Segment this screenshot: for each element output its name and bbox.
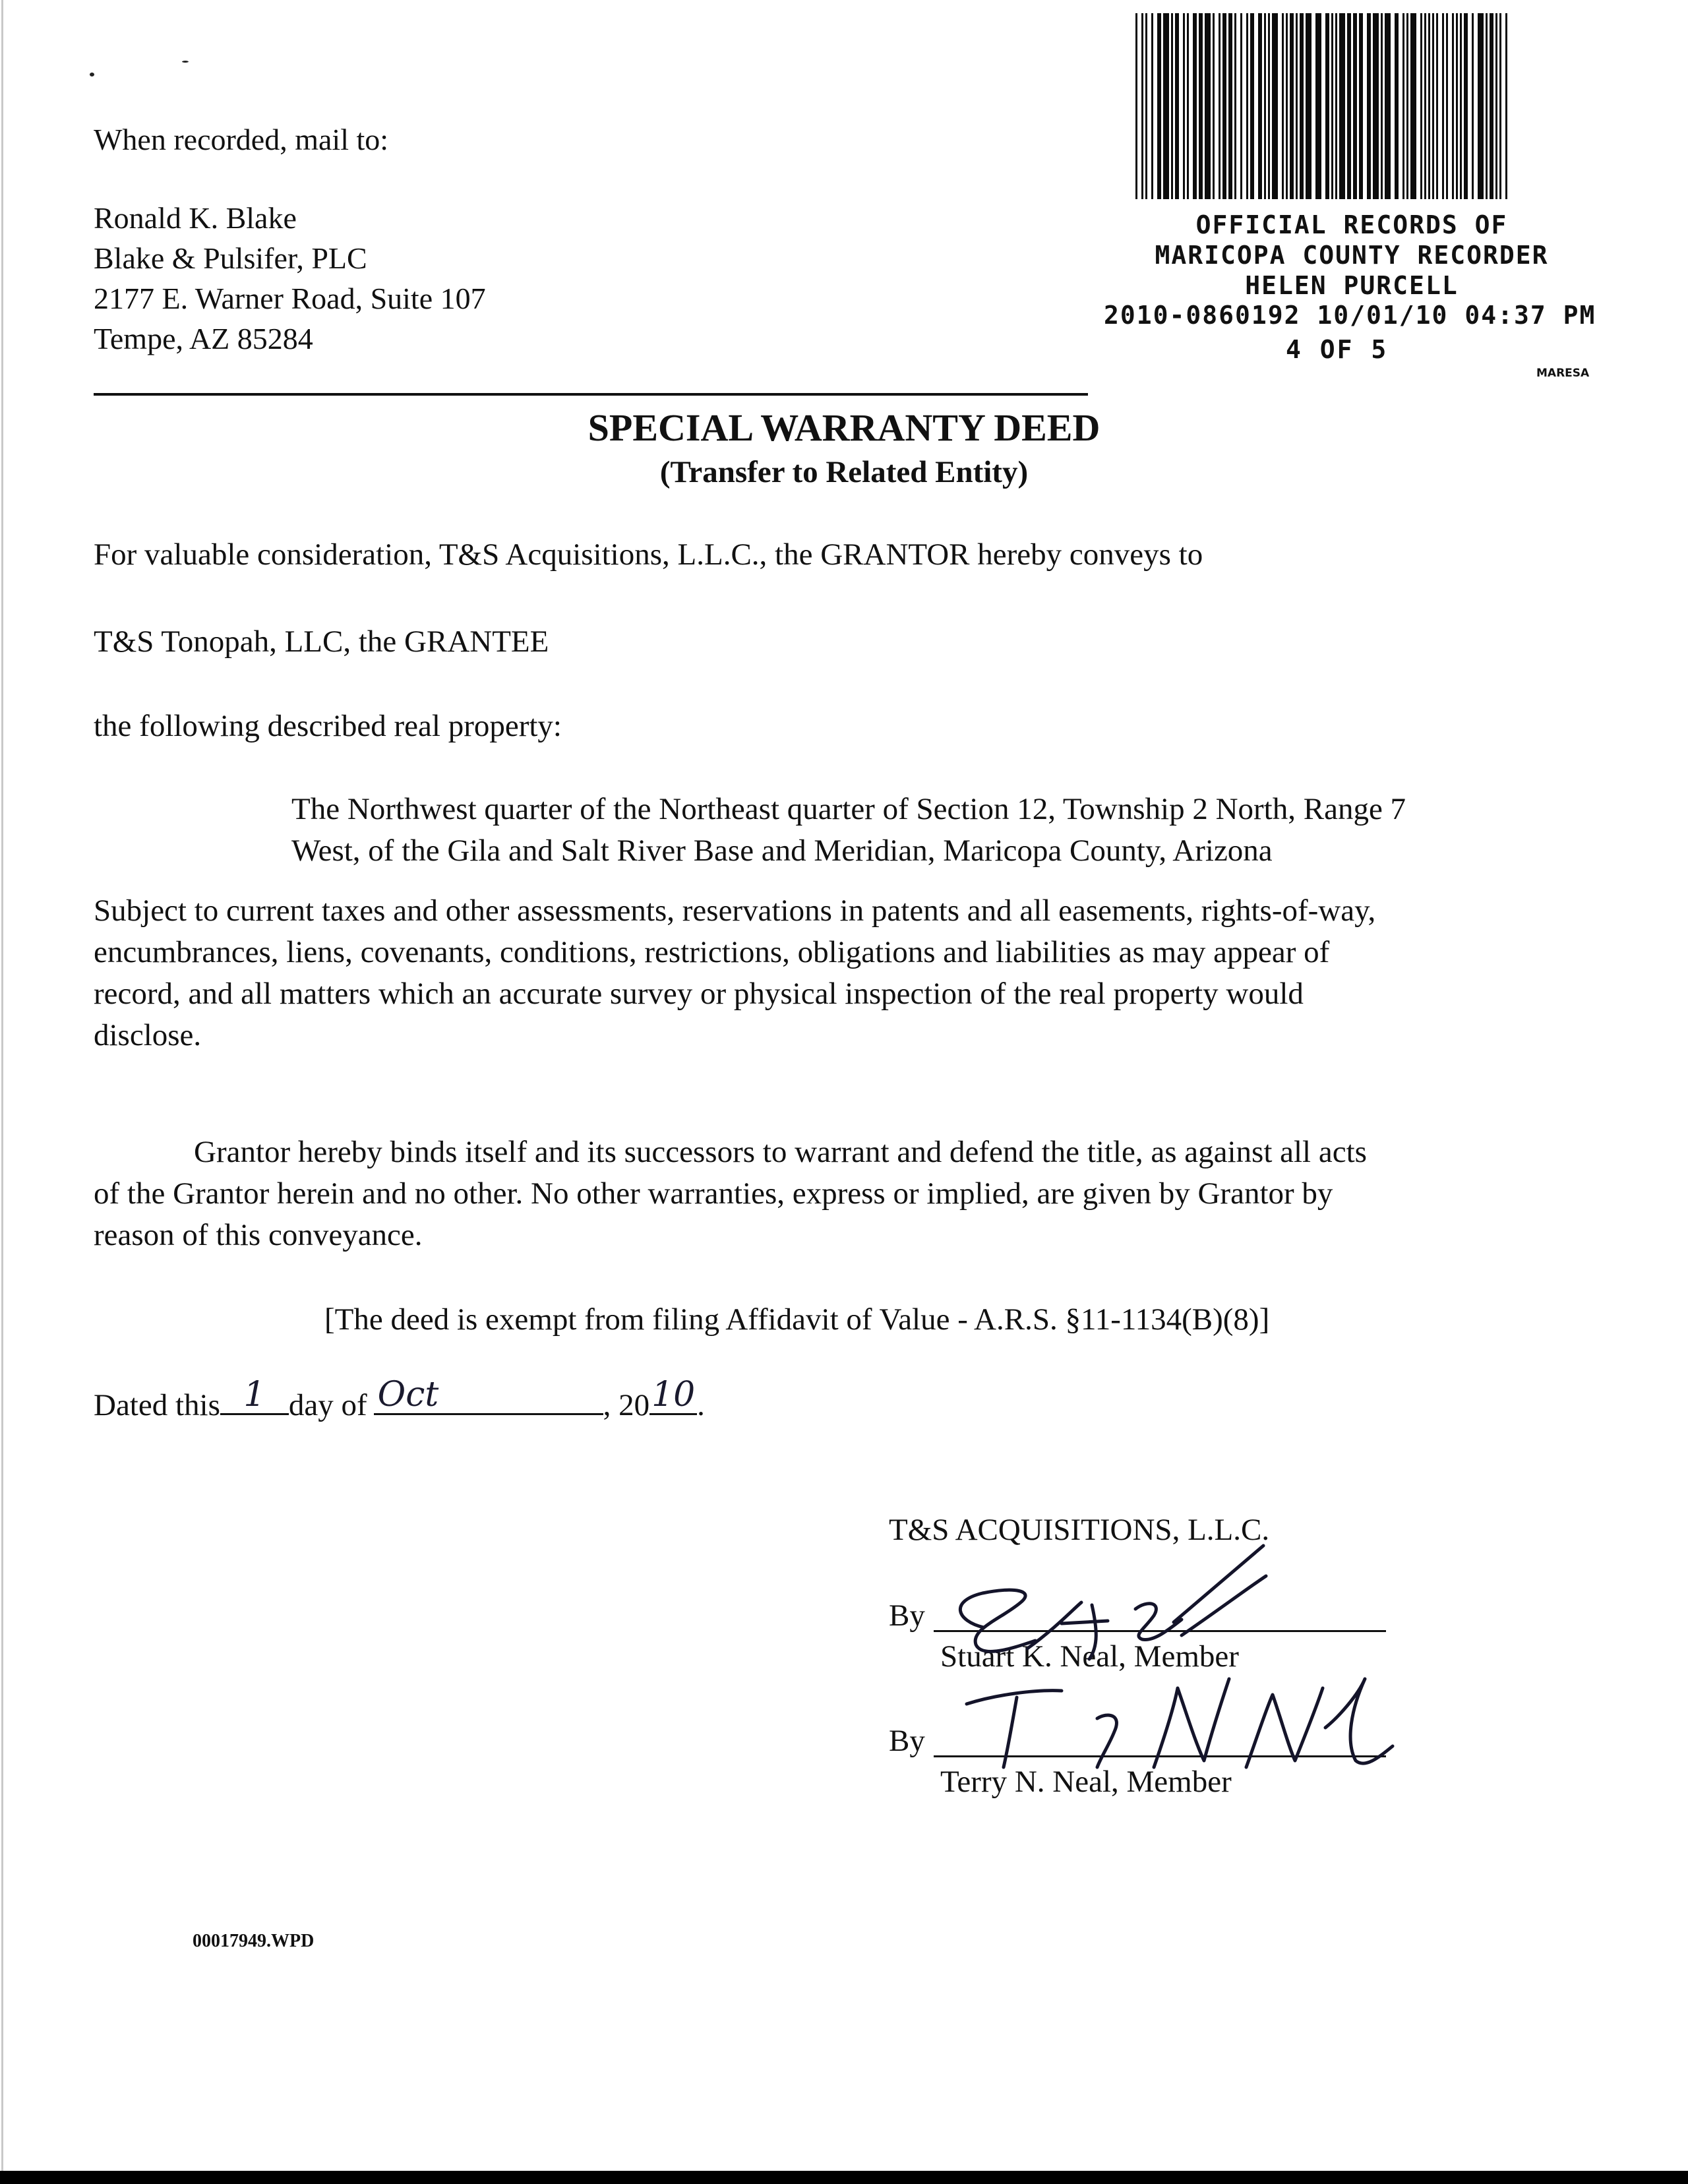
grantee-paragraph: T&S Tonopah, LLC, the GRANTEE [94, 624, 549, 659]
signature-terry-icon [956, 1668, 1404, 1780]
barcode-bar [1272, 13, 1278, 199]
barcode-bar [1282, 13, 1284, 199]
barcode-bar [1420, 13, 1422, 199]
address-line: 2177 E. Warner Road, Suite 107 [94, 282, 486, 315]
barcode-bar [1436, 13, 1438, 199]
scan-speck [90, 73, 94, 76]
year-field [649, 1375, 697, 1415]
scan-bottom-edge [0, 2171, 1688, 2184]
barcode-bar [1135, 13, 1137, 199]
stamp-line: HELEN PURCELL [1245, 271, 1459, 300]
record-number: 2010-0860192 10/01/10 04:37 PM [1104, 301, 1596, 330]
barcode-bar [1151, 13, 1153, 199]
by-label: By [889, 1724, 925, 1758]
barcode-bar [1402, 13, 1404, 199]
barcode-icon [1134, 13, 1511, 199]
day-value: 1 [243, 1375, 266, 1414]
barcode-bar [1171, 13, 1173, 199]
exemption-note: [The deed is exempt from filing Affidavit of Value - A.R.S. §11-1134(B)(8)] [324, 1302, 1270, 1337]
address-divider [94, 393, 1088, 396]
stamp-line: OFFICIAL RECORDS OF [1195, 210, 1508, 239]
barcode-bar [1428, 13, 1430, 199]
barcode-bar [1456, 13, 1458, 199]
barcode-bar [1246, 13, 1248, 199]
barcode-bar [1446, 13, 1448, 199]
file-reference: 00017949.WPD [193, 1931, 315, 1951]
paragraph-line: record, and all matters which an accurate survey or physical inspection of the real property would [94, 977, 1304, 1011]
barcode-bar [1325, 13, 1329, 199]
barcode-bar [1219, 13, 1221, 199]
barcode-bar [1290, 13, 1294, 199]
barcode-bar [1141, 13, 1143, 199]
legal-description [291, 789, 1688, 872]
signatory-entity: T&S ACQUISITIONS, L.L.C. [889, 1513, 1270, 1547]
signature-stuart-icon [936, 1536, 1306, 1668]
dated-line [94, 1375, 705, 1426]
barcode-bar [1395, 13, 1399, 199]
scan-speck [182, 61, 189, 63]
signer-name: Terry N. Neal, Member [940, 1765, 1232, 1799]
year-value: 10 [651, 1375, 696, 1414]
month-value: Oct [377, 1375, 439, 1414]
address-line: Tempe, AZ 85284 [94, 322, 313, 355]
barcode-bar [1145, 13, 1147, 199]
barcode-bar [1499, 13, 1501, 199]
warranty-paragraph [94, 1132, 1610, 1256]
barcode-bar [1175, 13, 1179, 199]
barcode-bar [1286, 13, 1288, 199]
dated-end: . [697, 1388, 705, 1422]
barcode-bar [1213, 13, 1215, 199]
barcode-bar [1367, 13, 1371, 199]
paragraph-line: Subject to current taxes and other assessments, reservations in patents and all easements, rights-of-way, [94, 894, 1376, 928]
property-intro: the following described real property: [94, 709, 562, 743]
barcode-bar [1234, 13, 1236, 199]
dated-prefix: Dated this [94, 1388, 220, 1422]
barcode-bar [1199, 13, 1203, 199]
barcode-bar [1410, 13, 1416, 199]
clerk-code: MARESA [1536, 367, 1590, 380]
barcode-bar [1464, 13, 1468, 199]
barcode-bar [1490, 13, 1493, 199]
barcode-bar [1264, 13, 1266, 199]
barcode-bar [1240, 13, 1242, 199]
barcode-bar [1335, 13, 1337, 199]
barcode-bar [1385, 13, 1391, 199]
barcode-bar [1373, 13, 1379, 199]
dated-middle: day of [288, 1388, 367, 1422]
barcode-bar [1331, 13, 1333, 199]
barcode-bar [1315, 13, 1321, 199]
barcode-bar [1347, 13, 1351, 199]
document-title: SPECIAL WARRANTY DEED [588, 406, 1100, 449]
barcode-bar [1442, 13, 1444, 199]
barcode-bar [1339, 13, 1345, 199]
barcode-bar [1205, 13, 1211, 199]
legal-line: The Northwest quarter of the Northeast quarter of Section 12, Township 2 North, Range 7 [291, 792, 1406, 826]
barcode-bar [1478, 13, 1484, 199]
address-line: Blake & Pulsifer, PLC [94, 241, 367, 275]
barcode-bar [1268, 13, 1270, 199]
barcode-bar [1228, 13, 1232, 199]
year-prefix: , 20 [603, 1388, 650, 1422]
scan-left-edge [1, 0, 3, 2171]
paragraph-line: Grantor hereby binds itself and its successors to warrant and defend the title, as against all acts [194, 1135, 1367, 1169]
consideration-paragraph: For valuable consideration, T&S Acquisitions, L.L.C., the GRANTOR hereby conveys to [94, 537, 1203, 572]
barcode-bar [1163, 13, 1169, 199]
barcode-bar [1258, 13, 1262, 199]
barcode-bar [1452, 13, 1454, 199]
barcode-bar [1472, 13, 1474, 199]
stamp-line: MARICOPA COUNTY RECORDER [1155, 241, 1549, 270]
subject-to-paragraph [94, 890, 1610, 1056]
signer-name: Stuart K. Neal, Member [940, 1639, 1239, 1674]
barcode-bar [1460, 13, 1462, 199]
paragraph-line: encumbrances, liens, covenants, conditions, restrictions, obligations and liabilities as may appear of [94, 935, 1330, 969]
recorder-stamp [1068, 210, 1635, 301]
barcode-bar [1359, 13, 1363, 199]
barcode-bar [1486, 13, 1488, 199]
address-line: Ronald K. Blake [94, 201, 297, 235]
barcode-bar [1157, 13, 1161, 199]
barcode-bar [1183, 13, 1185, 199]
barcode-bar [1296, 13, 1298, 199]
barcode-bar [1222, 13, 1226, 199]
by-label: By [889, 1598, 925, 1633]
barcode-bar [1353, 13, 1357, 199]
document-subtitle: (Transfer to Related Entity) [659, 455, 1029, 489]
barcode-bar [1193, 13, 1197, 199]
barcode-bar [1505, 13, 1507, 199]
paragraph-line: reason of this conveyance. [94, 1218, 423, 1252]
page-count: 4 OF 5 [1286, 335, 1389, 364]
return-address [94, 198, 486, 359]
paragraph-line: of the Grantor herein and no other. No other warranties, express or implied, are given by Grantor by [94, 1176, 1333, 1211]
barcode-bar [1495, 13, 1497, 199]
barcode-bar [1187, 13, 1189, 199]
month-field [374, 1375, 603, 1415]
barcode-bar [1432, 13, 1434, 199]
barcode-bar [1250, 13, 1254, 199]
mail-to-label: When recorded, mail to: [94, 123, 389, 156]
barcode-bar [1300, 13, 1304, 199]
barcode-bar [1406, 13, 1408, 199]
legal-line: West, of the Gila and Salt River Base and Meridian, Maricopa County, Arizona [291, 834, 1273, 868]
barcode-bar [1306, 13, 1311, 199]
paragraph-line: disclose. [94, 1018, 202, 1052]
barcode-bar [1424, 13, 1426, 199]
day-field [220, 1375, 289, 1415]
barcode-bar [1381, 13, 1383, 199]
